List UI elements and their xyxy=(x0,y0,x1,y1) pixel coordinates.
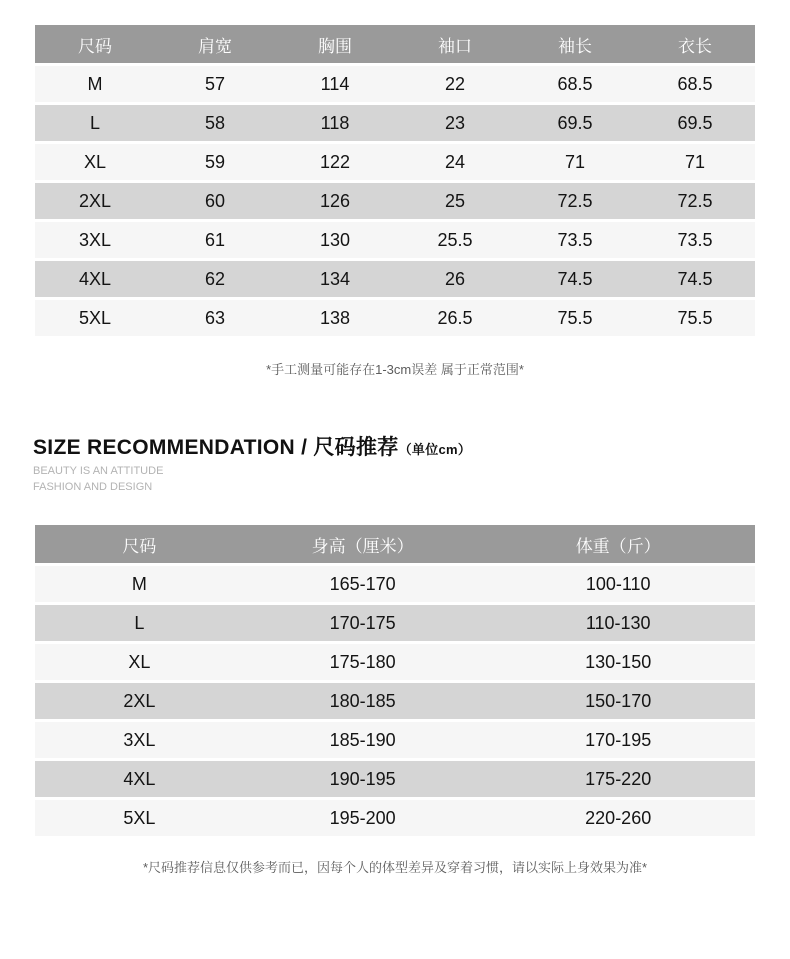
table-cell: 75.5 xyxy=(635,300,755,336)
section-title xyxy=(33,436,755,460)
table-cell: 190-195 xyxy=(244,761,482,797)
table-row xyxy=(35,183,755,219)
table-header-row xyxy=(35,25,755,63)
table-cell: 71 xyxy=(515,144,635,180)
table-row xyxy=(35,683,755,719)
table-cell: 60 xyxy=(155,183,275,219)
table-cell: 62 xyxy=(155,261,275,297)
column-header: 袖口 xyxy=(395,25,515,63)
table-cell: 69.5 xyxy=(635,105,755,141)
table-cell: 74.5 xyxy=(635,261,755,297)
table-cell: 2XL xyxy=(35,683,244,719)
table-cell: 126 xyxy=(275,183,395,219)
table-cell: 138 xyxy=(275,300,395,336)
table-cell: 165-170 xyxy=(244,566,482,602)
table-cell: 122 xyxy=(275,144,395,180)
table-cell: 118 xyxy=(275,105,395,141)
table-cell: 23 xyxy=(395,105,515,141)
table-cell: 22 xyxy=(395,66,515,102)
table-cell: 5XL xyxy=(35,800,244,836)
table-cell: 69.5 xyxy=(515,105,635,141)
table-row xyxy=(35,222,755,258)
column-header: 胸围 xyxy=(275,25,395,63)
table-cell: 175-180 xyxy=(244,644,482,680)
section-title-main: SIZE RECOMMENDATION / 尺码推荐 xyxy=(33,436,399,459)
table-cell: L xyxy=(35,605,244,641)
table-cell: 150-170 xyxy=(481,683,755,719)
table-cell: M xyxy=(35,66,155,102)
table-cell: 4XL xyxy=(35,761,244,797)
table-cell: 73.5 xyxy=(635,222,755,258)
table-header-row xyxy=(35,525,755,563)
table-row xyxy=(35,722,755,758)
table-row xyxy=(35,605,755,641)
table-cell: 72.5 xyxy=(515,183,635,219)
table-cell: 2XL xyxy=(35,183,155,219)
table-cell: 26 xyxy=(395,261,515,297)
recommendation-table-block xyxy=(35,522,755,839)
table-cell: 3XL xyxy=(35,222,155,258)
table-row xyxy=(35,761,755,797)
recommendation-disclaimer-note: *尺码推荐信息仅供参考而已，因每个人的体型差异及穿着习惯，请以实际上身效果为准* xyxy=(142,860,648,876)
table-cell: 100-110 xyxy=(481,566,755,602)
table-cell: 24 xyxy=(395,144,515,180)
table-cell: 74.5 xyxy=(515,261,635,297)
measurement-tolerance-note: *手工测量可能存在1-3cm误差 属于正常范围* xyxy=(266,362,524,377)
section-subtitle-line1: BEAUTY IS AN ATTITUDE xyxy=(33,465,164,478)
garment-measurement-table xyxy=(35,22,755,339)
table-cell: M xyxy=(35,566,244,602)
table-cell: 3XL xyxy=(35,722,244,758)
table-cell: XL xyxy=(35,644,244,680)
table-cell: 4XL xyxy=(35,261,155,297)
table-cell: 170-195 xyxy=(481,722,755,758)
table-cell: 114 xyxy=(275,66,395,102)
column-header: 袖长 xyxy=(515,25,635,63)
table-row xyxy=(35,261,755,297)
table-cell: 25.5 xyxy=(395,222,515,258)
table-row xyxy=(35,144,755,180)
column-header: 尺码 xyxy=(35,25,155,63)
table-row xyxy=(35,105,755,141)
column-header: 身高（厘米） xyxy=(244,525,482,563)
table-row xyxy=(35,644,755,680)
column-header: 体重（斤） xyxy=(481,525,755,563)
table-row xyxy=(35,800,755,836)
table-cell: 59 xyxy=(155,144,275,180)
table-cell: 195-200 xyxy=(244,800,482,836)
table-cell: L xyxy=(35,105,155,141)
table-cell: 58 xyxy=(155,105,275,141)
column-header: 肩宽 xyxy=(155,25,275,63)
section-subtitle xyxy=(33,464,755,496)
table-cell: 75.5 xyxy=(515,300,635,336)
table-cell: 134 xyxy=(275,261,395,297)
table-cell: 110-130 xyxy=(481,605,755,641)
column-header: 衣长 xyxy=(635,25,755,63)
table-cell: 130 xyxy=(275,222,395,258)
table-cell: 72.5 xyxy=(635,183,755,219)
size-recommendation-heading xyxy=(33,436,755,496)
table-cell: XL xyxy=(35,144,155,180)
table-cell: 130-150 xyxy=(481,644,755,680)
table-cell: 68.5 xyxy=(635,66,755,102)
table-cell: 180-185 xyxy=(244,683,482,719)
table-cell: 220-260 xyxy=(481,800,755,836)
table-cell: 26.5 xyxy=(395,300,515,336)
section-subtitle-line2: FASHION AND DESIGN xyxy=(33,481,153,494)
table-cell: 61 xyxy=(155,222,275,258)
size-recommendation-table xyxy=(35,522,755,839)
table-cell: 68.5 xyxy=(515,66,635,102)
table-row xyxy=(35,300,755,336)
table-cell: 63 xyxy=(155,300,275,336)
table-cell: 185-190 xyxy=(244,722,482,758)
section-title-unit: （单位cm） xyxy=(398,442,472,457)
table-row xyxy=(35,566,755,602)
table-cell: 25 xyxy=(395,183,515,219)
table-cell: 170-175 xyxy=(244,605,482,641)
table-cell: 175-220 xyxy=(481,761,755,797)
table-cell: 57 xyxy=(155,66,275,102)
table-cell: 73.5 xyxy=(515,222,635,258)
table-row xyxy=(35,66,755,102)
column-header: 尺码 xyxy=(35,525,244,563)
table-cell: 5XL xyxy=(35,300,155,336)
table-cell: 71 xyxy=(635,144,755,180)
